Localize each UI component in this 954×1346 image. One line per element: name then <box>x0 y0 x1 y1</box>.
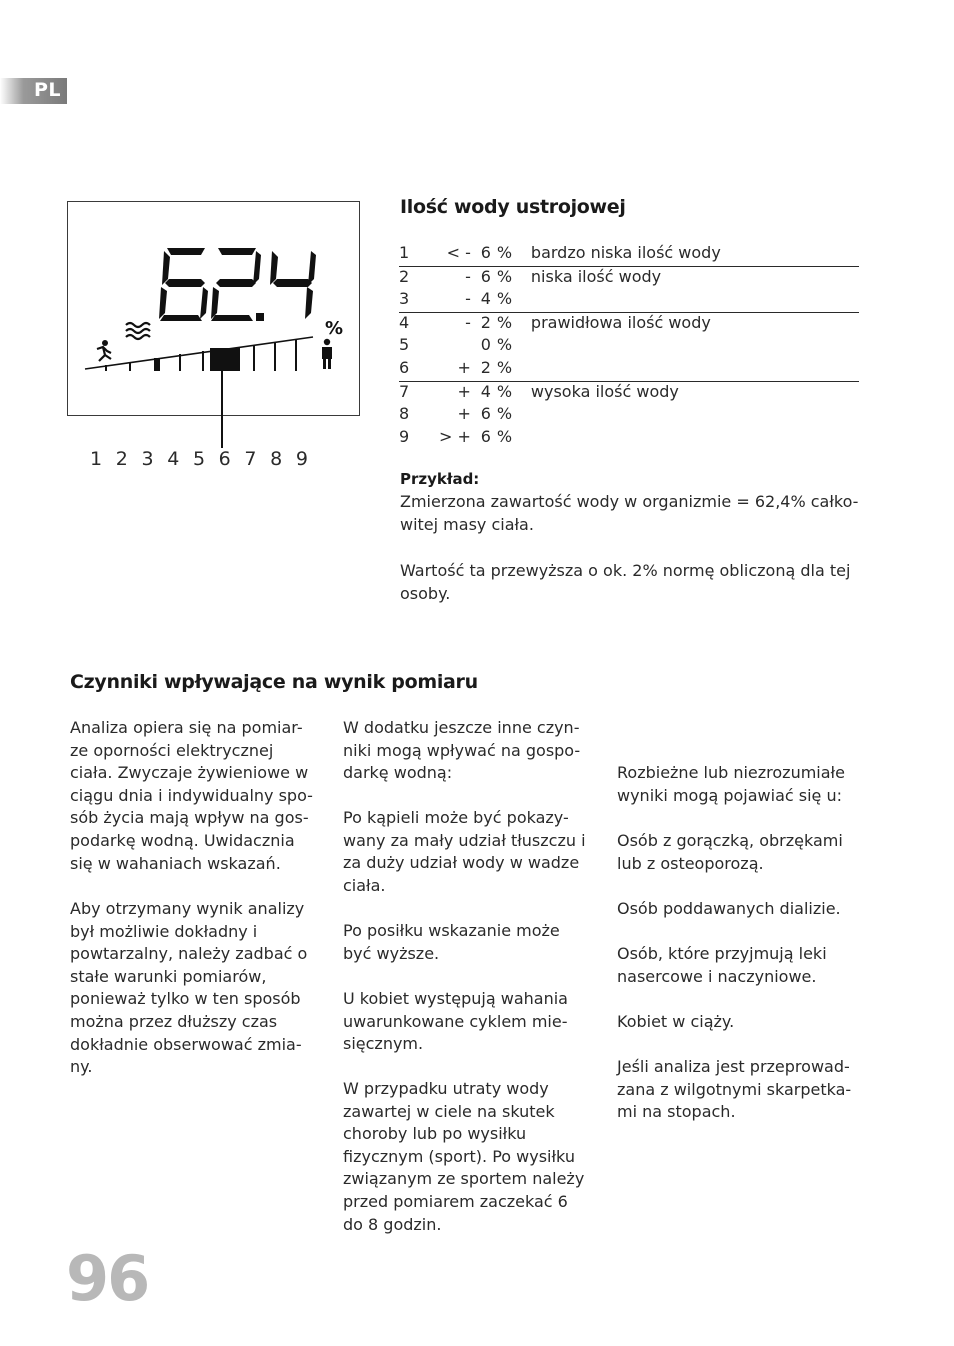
row-value: 2 <box>480 357 491 377</box>
factors-col3-paragraph: Osób z gorączką, obrzękami lub z osteoporozą. <box>617 831 843 873</box>
row-index: 2 <box>399 266 439 289</box>
row-value: 0 <box>480 335 491 355</box>
row-unit: % <box>496 335 513 355</box>
segment-number: 2 <box>115 448 128 470</box>
row-description <box>531 427 859 450</box>
table-row <box>399 358 859 381</box>
table-row <box>399 335 859 358</box>
factors-col2-paragraph: W przypadku utraty wody zawartej w ciele na skutek choroby lub po wysiłku fizycznym (sport). Po wysiłku związanym ze sportem należy przed pomiarem zaczekać 6 do 8 godzin. <box>343 1079 585 1234</box>
row-sign: < - <box>446 243 471 262</box>
table-row <box>399 404 859 427</box>
row-description <box>531 358 859 381</box>
segment-number: 5 <box>192 448 206 470</box>
factors-col2-paragraph: W dodatku jeszcze inne czyn- niki mogą wpływać na gospo- darkę wodną: <box>343 718 581 783</box>
segment-number: 7 <box>244 448 257 470</box>
water-section-title: Ilość wody ustrojowej <box>400 196 626 218</box>
row-index: 8 <box>399 404 410 424</box>
row-unit: % <box>496 289 513 309</box>
table-row <box>399 289 859 312</box>
segment-number: 4 <box>167 448 180 470</box>
table-row <box>399 312 859 335</box>
factors-col3-paragraph: Kobiet w ciąży. <box>617 1012 735 1031</box>
row-index: 3 <box>399 289 410 309</box>
factors-col3-paragraph: Jeśli analiza jest przeprowad- zana z wilgotnymi skarpetka- mi na stopach. <box>617 1057 852 1122</box>
row-value: 2 <box>477 312 491 335</box>
row-description: niska ilość wody <box>531 266 859 289</box>
row-sign <box>439 335 477 358</box>
row-sign: - <box>439 266 477 289</box>
row-sign: > + <box>439 426 471 446</box>
row-unit: % <box>496 357 513 377</box>
row-unit: % <box>496 243 513 262</box>
segment-number-scale <box>90 448 308 470</box>
row-description: bardzo niska ilość wody <box>530 243 721 262</box>
table-row <box>399 381 859 404</box>
wave-icon <box>126 323 150 339</box>
row-index: 4 <box>399 312 439 335</box>
factors-col3-paragraph: Rozbieżne lub niezrozumiałe wyniki mogą pojawiać się u: <box>617 763 845 805</box>
row-sign: - <box>439 312 477 335</box>
row-description: prawidłowa ilość wody <box>531 312 859 335</box>
athlete-icon <box>97 340 111 361</box>
table-row <box>399 266 859 289</box>
row-index: 7 <box>399 381 439 404</box>
factors-col3-paragraph: Osób poddawanych dializie. <box>617 899 841 918</box>
segment-number: 6 <box>218 448 231 470</box>
row-value: 6 <box>480 426 491 446</box>
row-value: 6 <box>477 266 491 289</box>
factors-col2-paragraph: U kobiet występują wahania uwarunkowane cyklem mie- sięcznym. <box>343 989 568 1054</box>
page-number: 96 <box>66 1242 149 1315</box>
segment-number: 3 <box>141 448 154 470</box>
segment-number: 9 <box>295 448 308 470</box>
water-range-table <box>399 243 859 449</box>
example-conclusion: Wartość ta przewyższa o ok. 2% normę obliczoną dla tej osoby. <box>400 561 851 603</box>
row-value: 4 <box>480 289 491 309</box>
lcd-display-illustration <box>67 201 362 451</box>
row-index: 9 <box>399 426 410 446</box>
row-sign: + <box>457 404 471 424</box>
row-sign: + <box>439 381 477 404</box>
factors-col3-paragraph: Osób, które przyjmują leki nasercowe i naczyniowe. <box>617 944 827 986</box>
example-label: Przykład: <box>400 470 480 488</box>
example-text: Zmierzona zawartość wody w organizmie = 62,4% całko- witej masy ciała. <box>400 492 859 534</box>
row-unit: % <box>491 266 531 289</box>
row-unit: % <box>496 426 513 446</box>
lcd-scale-line <box>85 337 313 369</box>
table-row <box>399 427 859 450</box>
row-index: 6 <box>399 357 410 377</box>
row-value: 6 <box>480 404 491 424</box>
row-unit: % <box>496 404 513 424</box>
factors-section-title: Czynniki wpływające na wynik pomiaru <box>70 671 478 693</box>
row-unit: % <box>491 381 531 404</box>
language-tab <box>0 78 67 104</box>
table-row <box>399 243 859 266</box>
row-description <box>531 404 859 427</box>
factors-col1-paragraph: Analiza opiera się na pomiar- ze oporności elektrycznej ciała. Zwyczaje żywieniowe w ciągu dnia i indywidualny spo- sób życia mają wpływ na gos- podarkę wodną. Uwidacznia się w wahaniach wskazań. <box>70 718 313 873</box>
segment-number: 1 <box>90 448 103 470</box>
factors-col1-paragraph: Aby otrzymany wynik analizy był możliwie dokładny i powtarzalny, należy zadbać o stałe warunki pomiarów, ponieważ tylko w ten sposób można przez dłuższy czas dokładnie obserwować zmia- ny. <box>70 899 308 1077</box>
row-description <box>531 335 859 358</box>
lcd-reading-digits <box>159 248 316 321</box>
person-icon <box>322 339 332 369</box>
language-label: PL <box>33 79 61 101</box>
row-sign: + <box>457 357 471 377</box>
row-index: 5 <box>399 335 410 355</box>
lcd-percent-sign: % <box>325 318 344 339</box>
row-index: 1 <box>399 243 410 262</box>
row-description: wysoka ilość wody <box>531 381 859 404</box>
row-value: 6 <box>480 243 491 262</box>
row-value: 4 <box>477 381 491 404</box>
row-description <box>531 289 859 312</box>
factors-col2-paragraph: Po posiłku wskazanie może być wyższe. <box>343 921 560 963</box>
row-sign: - <box>465 289 471 309</box>
segment-number: 8 <box>270 448 283 470</box>
factors-col2-paragraph: Po kąpieli może być pokazy- wany za mały udział tłuszczu i za duży udział wody w wadze ciała. <box>343 808 586 895</box>
row-unit: % <box>491 312 531 335</box>
